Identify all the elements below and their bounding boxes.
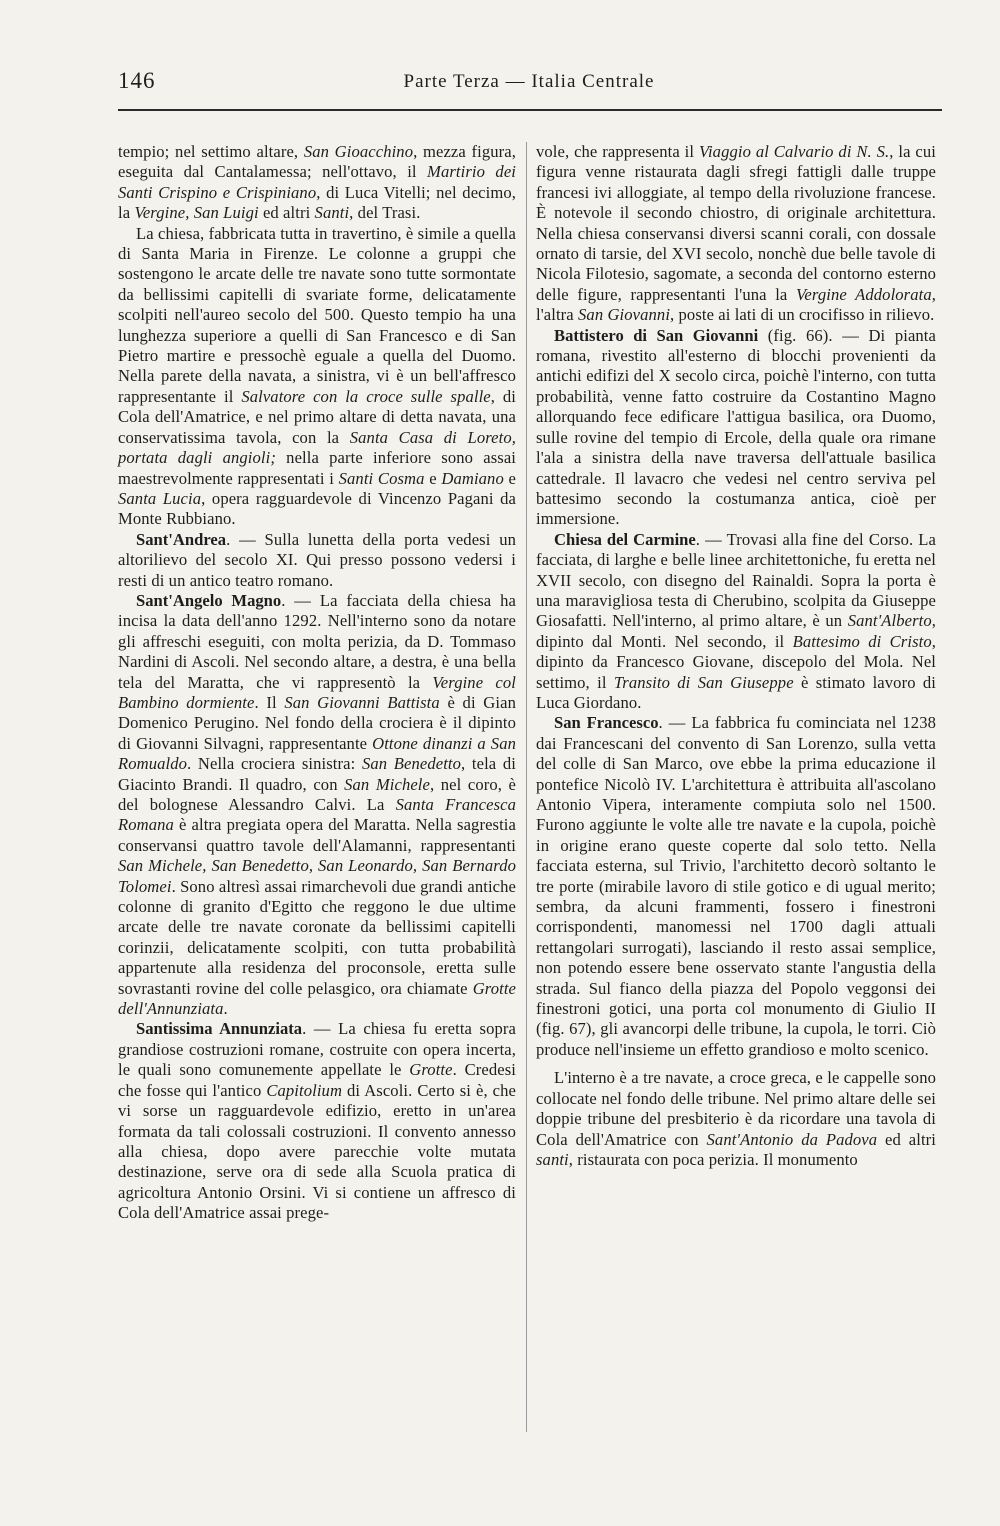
text-run: , l'altra <box>536 284 936 325</box>
section-heading: Sant'Angelo Magno <box>136 590 282 610</box>
paragraph <box>536 326 936 530</box>
italic-title: Grotte <box>409 1060 453 1080</box>
column-divider <box>526 142 527 1432</box>
text-run: , di Cola dell'Amatrice, e nel primo altare di detta navata, una conservatissima tavola, con la <box>118 386 516 447</box>
italic-title: Damiano <box>441 468 504 488</box>
italic-title: Santa Casa di Loreto, portata dagli angioli; <box>118 427 516 468</box>
text-run: di Ascoli. Certo si è, che vi sorse un ragguardevole edifizio, eretto in un'area formata da tali colossali costruzioni. Il convento annesso alla chiesa, dopo avere parecchie volte mutata destinazione, serve ora di sede alla Scuola pratica di agricoltura Antonio Orsini. Vi si contiene un affresco di Cola dell'Amatrice assai prege- <box>118 1080 517 1223</box>
text-run: . — La facciata della chiesa ha incisa la data dell'anno 1292. Nell'interno sono da notare gli affreschi eseguiti, con molta perizia, da D. Tommaso Nardini di Ascoli. Nel secondo altare, a destra, è una bella tela del Maratta, che vi rappresentò la <box>118 590 516 692</box>
text-run: . Nella crociera sinistra: <box>187 754 362 774</box>
italic-title: San Michele, San Benedetto, San Leonardo, San Bernardo Tolomei <box>118 856 516 896</box>
text-run: , poste ai lati di un crocifisso in rilievo. <box>670 305 935 325</box>
italic-title: Santi Cosma <box>338 468 425 488</box>
text-run: . — Sulla lunetta della porta vedesi un altorilievo del secolo XI. Qui presso possono vedersi i resti di un antico teatro romano. <box>118 529 516 590</box>
italic-title: Transito di San Giuseppe <box>613 672 794 692</box>
italic-title: Capitolium <box>266 1080 343 1100</box>
text-run: . — La chiesa fu eretta sopra grandiose costruzioni romane, costruite con opera incerta, le quali sono comunemente appellate le <box>118 1019 517 1080</box>
section-heading: Battistero di San Giovanni <box>554 325 759 345</box>
text-run: , dipinto da Francesco Giovane, discepolo del Mola. Nel settimo, il <box>536 631 936 692</box>
italic-title: Vergine col Bambino dormiente <box>118 672 516 712</box>
text-run: vole, che rappresenta il <box>536 142 699 161</box>
italic-title: San Gioacchino <box>303 142 414 161</box>
text-run: è altra pregiata opera del Maratta. Nella sagrestia conservansi quattro tavole dell'Alamanni, rappresentanti <box>118 815 516 855</box>
left-column <box>118 142 516 1224</box>
text-run: , mezza figura, eseguita dal Cantalamessa; nell'ottavo, il <box>118 142 516 182</box>
italic-title: Santa Lucia <box>118 488 202 508</box>
text-run: , tela di Giacinto Brandi. Il quadro, con <box>118 754 517 794</box>
section-heading: Chiesa del Carmine <box>554 529 696 549</box>
italic-title: Battesimo di Cristo <box>792 631 932 651</box>
text-run: nella parte inferiore sono assai maestrevolmente rappresentati i <box>118 448 516 488</box>
text-run: , di Luca Vitelli; nel decimo, la <box>118 182 516 223</box>
text-run: . Credesi che fosse qui l'antico <box>118 1060 516 1100</box>
italic-title: Vergine Addolorata <box>796 284 932 304</box>
section-heading: San Francesco <box>554 713 659 733</box>
text-run: La chiesa, fabbricata tutta in travertino, è simile a quella di Santa Maria in Firenze. Le colonne a gruppi che sostengono le arcate delle tre navate sono tutte sormontate da bellissimi capitelli di svariate forme, delicatamente scolpiti nell'aureo secolo del 500. Questo tempio ha una lunghezza superiore a quelli di San Francesco e di San Pietro martire e pressochè eguale a quella del Duomo. Nella parete della navata, a sinistra, vi è un bell'affresco rappresentante il <box>118 223 516 406</box>
italic-title: San Michele <box>344 774 430 794</box>
text-run: è di Gian Domenico Perugino. Nel fondo della crociera è il dipinto di Giovanni Silvagni, rappresentante <box>118 692 516 753</box>
italic-title: santi <box>536 1149 569 1169</box>
right-column <box>536 142 936 1170</box>
italic-title: Ottone dinanzi a San Romualdo <box>118 733 516 774</box>
text-run: tempio; nel settimo altare, <box>118 142 304 161</box>
text-run: , dipinto dal Monti. Nel secondo, il <box>536 611 936 651</box>
text-run: , nel coro, è del bolognese Alessandro Calvi. La <box>118 774 516 814</box>
italic-title: Viaggio al Calvario di N. S. <box>698 142 890 161</box>
paragraph <box>118 142 516 224</box>
italic-title: San Giovanni <box>578 305 671 325</box>
italic-title: Sant'Alberto <box>847 611 932 631</box>
paragraph <box>118 530 516 591</box>
page-number: 146 <box>118 68 156 93</box>
running-title: Parte Terza — Italia Centrale <box>403 71 655 92</box>
text-run: , la cui figura venne ristaurata dagli sfregi fattigli dalle truppe francesi ivi alloggiate, al tempo della rivoluzione francese. È notevole il secondo chiostro, di originale architettura. Nella chiesa conservansi diversi scanni corali, con dossale ornato di tarsie, del XVI secolo, nonchè due belle tavole di Nicola Filotesio, sagomate, a seconda del contorno esterno delle figure, rappresentanti l'una la <box>536 142 936 304</box>
italic-title: Martirio dei Santi Crispino e Crispiniano <box>118 162 516 202</box>
paragraph <box>118 224 516 530</box>
header-rule <box>118 109 942 111</box>
italic-title: Salvatore con la croce sulle spalle <box>241 386 491 406</box>
paragraph <box>536 1068 936 1170</box>
italic-title: San Giovanni Battista <box>284 692 440 712</box>
page-header <box>118 68 940 98</box>
text-run: , opera ragguardevole di Vincenzo Pagani da Monte Rubbiano. <box>118 488 516 529</box>
section-heading: Sant'Andrea <box>136 529 227 549</box>
text-run: . — Trovasi alla fine del Corso. La facciata, di larghe e belle linee architettoniche, fu eretta nel XVII secolo, con disegno del Rainaldi. Sopra la porta è una maravigliosa testa di Cherubino, scolpita da Giuseppe Giosafatti. Nell'interno, al primo altare, è un <box>536 529 936 631</box>
italic-title: San Benedetto <box>361 754 462 774</box>
text-run: . — La fabbrica fu cominciata nel 1238 dai Francescani del convento di San Lorenzo, sulla vetta del colle di San Marco, ove ebbe la prima educazione il pontefice Nicolò IV. L'architettura è attribuita all'ascolano Antonio Vipera, interamente compiuta solo nel 1500. Furono aggiunte le volte alle tre navate e la cupola, poichè in origine erano queste coperte dal solo tetto. Nella facciata esterna, sul Trivio, l'architetto decorò soltanto le tre porte (mirabile lavoro di stile gotico e di ugual merito; sembra, da alcuni frammenti, fossero i finestroni corrispondenti, manomessi nel 1700 dagli attuali rettangolari surrogati), lasciando il resto assai semplice, non potendo essere bene osservato stante l'angustia della strada. Sul fianco della piazza del Popolo veggonsi dei finestroni gotici, una porta col monumento di Giulio II (fig. 67), gli avancorpi delle tribune, la cupola, le torri. Ciò produce nell'insieme un effetto grandioso e molto scenico. <box>536 713 936 1059</box>
paragraph <box>118 1019 516 1223</box>
italic-title: Santi <box>314 203 350 223</box>
italic-title: Santa Francesca Romana <box>118 795 517 835</box>
section-heading: Santissima Annunziata <box>136 1019 303 1039</box>
text-run: è stimato lavoro di Luca Giordano. <box>536 672 937 712</box>
text-run: , ristaurata con poca perizia. Il monumento <box>568 1149 858 1169</box>
text-run: (fig. 66). — Di pianta romana, rivestito all'esterno di blocchi provenienti da antichi edifizi del X secolo circa, poichè l'interno, con tutta probabilità, venne fatto costruire da Costantino Magno allorquando fece edificare l'attigua basilica, ora Duomo, sulle rovine del tempio di Ercole, della quale ora rimane l'ala a sinistra della nave traversa dell'attuale basilica cattedrale. Il lavacro che vedesi nel centro serviva pel battesimo secondo la costumanza antica, cioè per immersione. <box>536 325 936 529</box>
text-run: . Il <box>254 692 285 712</box>
text-run: e <box>503 468 516 488</box>
paragraph <box>118 591 516 1020</box>
text-run: ed altri <box>258 203 315 223</box>
text-run: . Sono altresì assai rimarchevoli due grandi antiche colonne di granito d'Egitto che reggono le due ultime arcate delle tre navate coronate da bellissimi capitelli corinzii, delicatamente scolpiti, con tutta probabilità appartenute alla residenza del proconsole, eretta sulle sovrastanti rovine del colle pelasgico, ora chiamate <box>118 876 516 998</box>
italic-title: Sant'Antonio da Padova <box>706 1129 878 1149</box>
italic-title: Grotte dell'Annunziata <box>118 978 516 1019</box>
text-run: e <box>424 468 442 488</box>
text-run: ed altri <box>877 1129 936 1149</box>
text-run: , del Trasi. <box>349 203 421 223</box>
paragraph <box>536 530 936 714</box>
paragraph <box>536 713 936 1060</box>
text-run: L'interno è a tre navate, a croce greca, e le cappelle sono collocate nel fondo delle tribune. Nel primo altare delle sei doppie tribune del presbiterio è da ricordare una tavola di Cola dell'Amatrice con <box>536 1068 936 1149</box>
paragraph <box>536 142 936 326</box>
italic-title: Vergine, San Luigi <box>134 203 259 223</box>
text-run: . <box>223 999 228 1019</box>
